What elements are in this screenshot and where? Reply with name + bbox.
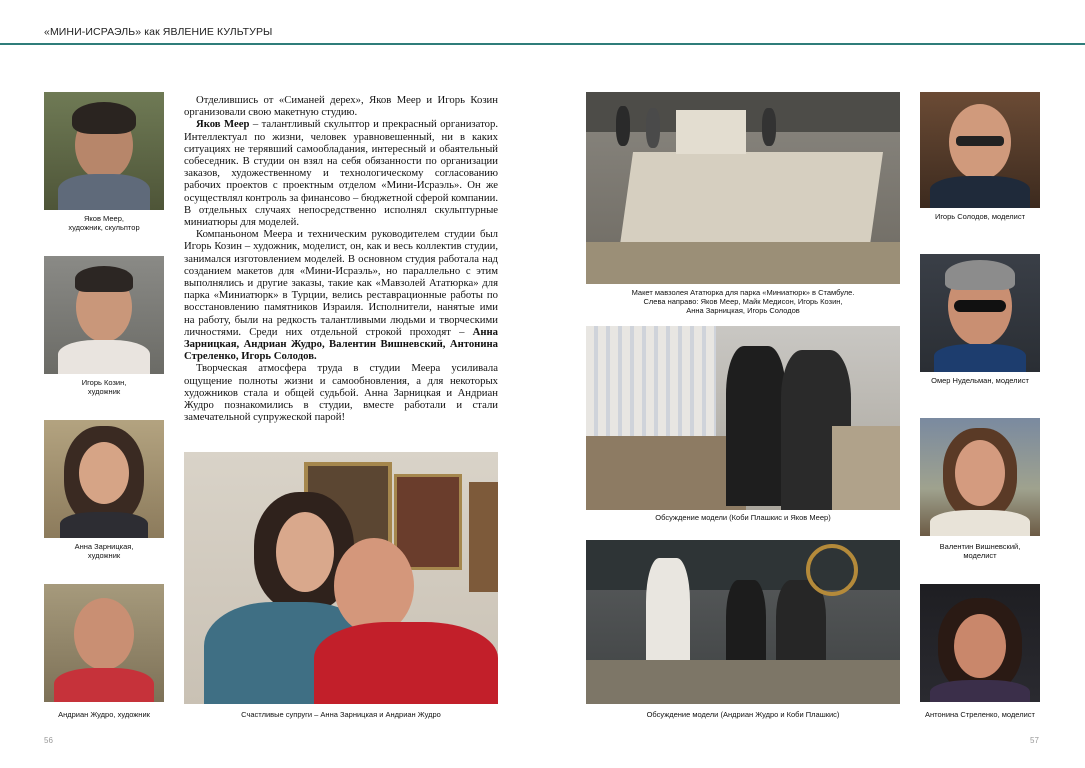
portrait-andrian-zhudro bbox=[44, 584, 164, 702]
portrait-igor-solodov bbox=[920, 92, 1040, 208]
caption-yakov-meer: Яков Меер, художник, скульптор bbox=[68, 214, 140, 232]
caption-valentin-vishnevsky: Валентин Вишневский, моделист bbox=[939, 542, 1021, 560]
caption-couple: Счастливые супруги – Анна Зарницкая и Андриан Жудро bbox=[241, 710, 441, 719]
paragraph-1: Отделившись от «Симаней дерех», Яков Меер и Игорь Козин организовали свою макетную студию. bbox=[184, 94, 498, 119]
caption-anna-zarnitskaya: Анна Зарницкая, художник bbox=[74, 542, 134, 560]
caption-andrian-zhudro: Андриан Жудро, художник bbox=[58, 710, 150, 719]
page-number-right: 57 bbox=[1030, 736, 1039, 745]
couple-photo bbox=[184, 452, 498, 704]
portrait-igor-kozin bbox=[44, 256, 164, 374]
caption-discussion-1: Обсуждение модели (Коби Плашкис и Яков Меер) bbox=[655, 513, 831, 522]
paragraph-2: Яков Меер – талантливый скульптор и прекрасный организатор. Интеллектуал по жизни, человек уравновешенный, ни в каких ситуациях не терявший самообладания, интересный и обаятельный собеседник. В студии он взял на себя обязанности по организации заказов, художественному и технологическому согласованию рабочих проектов с проектным отделом «Мини-Исраэль». Он же осуществлял контроль за финансово – бюджетной сферой компании. В отдельных случаях непосредственно исполнял скульптурные миниатюры для моделей. bbox=[184, 118, 498, 229]
running-header: «МИНИ-ИСРАЭЛЬ» как ЯВЛЕНИЕ КУЛЬТУРЫ bbox=[44, 26, 273, 38]
model-discussion-photo-1 bbox=[586, 326, 900, 510]
model-discussion-photo-2 bbox=[586, 540, 900, 704]
portrait-yakov-meer bbox=[44, 92, 164, 210]
header-rule bbox=[0, 43, 1085, 45]
portrait-antonina-strelenko bbox=[920, 584, 1040, 702]
caption-discussion-2: Обсуждение модели (Андриан Жудро и Коби Плашкис) bbox=[646, 710, 840, 719]
portrait-anna-zarnitskaya bbox=[44, 420, 164, 538]
portrait-omer-nudelman bbox=[920, 254, 1040, 372]
article-body bbox=[184, 94, 498, 423]
mausoleum-model-photo bbox=[586, 92, 900, 284]
page-number-left: 56 bbox=[44, 736, 53, 745]
paragraph-3: Компаньоном Меера и техническим руководителем студии был Игорь Козин – художник, моделист, он, как и весь коллектив студии, занимался изготовлением моделей. В основном студия работала над созданием макетов для «Мини-Исраэль», но параллельно с этим выполнялись и другие заказы, такие как «Мавзолей Ататюрка» для парка «Миниатюрк» в Турции, велись реставрационные работы по восстановлению памятников Израиля. Исполнители, нанятые ими на работу, были на редкость талантливыми людьми и творческими личностями. Среди них отдельной строкой проходят – Анна Зарницкая, Андриан Жудро, Валентин Вишневский, Антонина Стреленко, Игорь Солодов. bbox=[184, 228, 498, 363]
caption-mausoleum: Макет мавзолея Ататюрка для парка «Миниатюрк» в Стамбуле. Слева направо: Яков Меер, Майк Медисон, Игорь Козин, Анна Зарницкая, Игорь Солодов bbox=[631, 288, 855, 315]
paragraph-4: Творческая атмосфера труда в студии Меера усиливала ощущение полноты жизни и самообновления, а для некоторых художников стала и общей судьбой. Анна Зарницкая и Андриан Жудро познакомились в студии, вместе работали и стали замечательной супружеской парой! bbox=[184, 362, 498, 424]
caption-igor-kozin: Игорь Козин, художник bbox=[81, 378, 127, 396]
portrait-valentin-vishnevsky bbox=[920, 418, 1040, 536]
caption-omer-nudelman: Омер Нудельман, моделист bbox=[931, 376, 1029, 385]
caption-igor-solodov: Игорь Солодов, моделист bbox=[934, 212, 1026, 221]
caption-antonina-strelenko: Антонина Стреленко, моделист bbox=[925, 710, 1035, 719]
